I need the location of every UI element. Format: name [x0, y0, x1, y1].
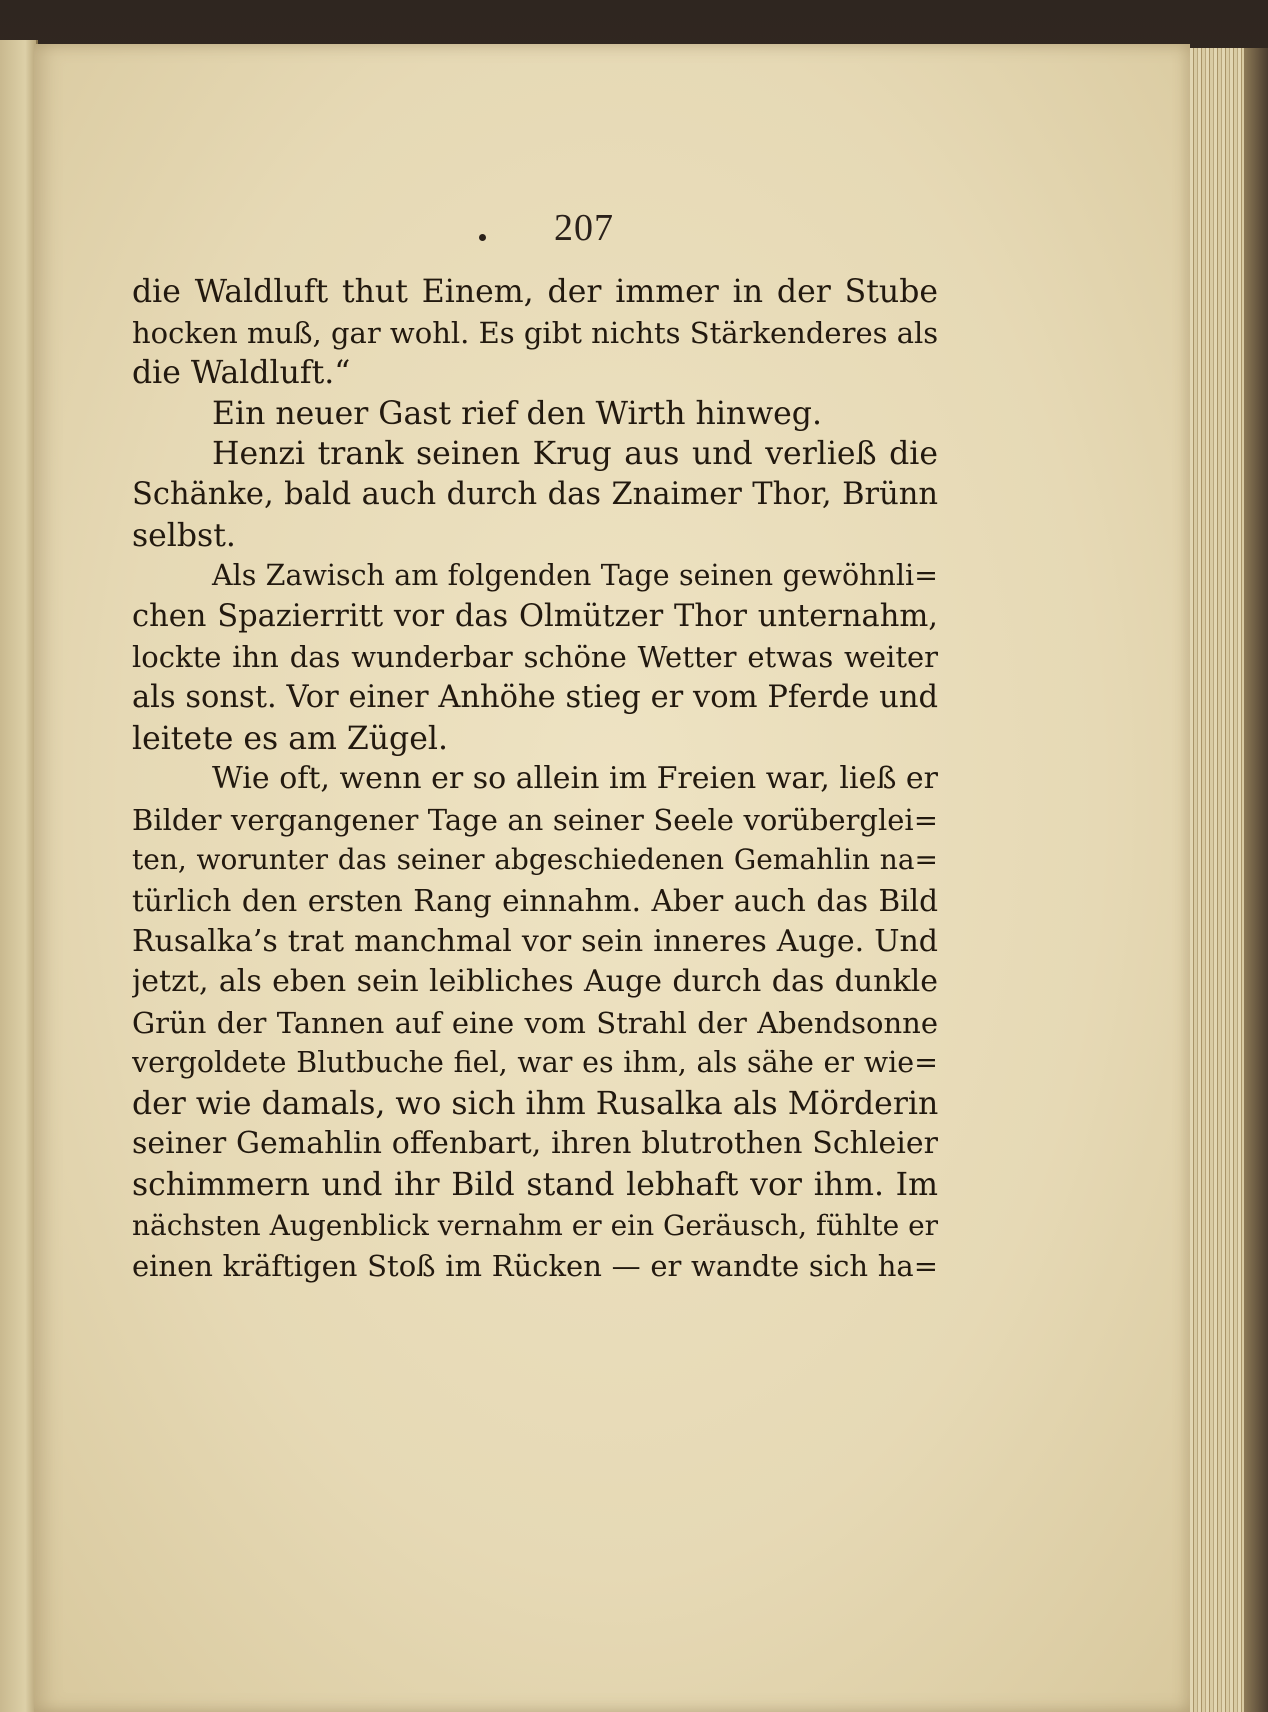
text-line: der wie damals, wo sich ihm Rusalka als Mörderin	[132, 1085, 938, 1122]
text-line: türlich den ersten Rang einnahm. Aber auch das Bild	[132, 883, 938, 918]
text-line: selbst.	[132, 517, 236, 554]
page-number: 207	[554, 207, 614, 249]
page-stack-edges	[1186, 48, 1268, 1712]
text-line: chen Spazierritt vor das Olmützer Thor unternahm,	[132, 598, 938, 634]
text-line: Wie oft, wenn er so allein im Freien war, ließ er	[212, 761, 938, 797]
left-page-edge	[0, 40, 38, 1712]
page-number-container	[34, 206, 1134, 250]
text-line: ten, worunter das seiner abgeschiedenen Gemahlin na=	[132, 843, 938, 877]
text-line: leitete es am Zügel.	[132, 720, 448, 757]
text-line: Bilder vergangener Tage an seiner Seele vorüberglei=	[132, 802, 938, 837]
text-line: seiner Gemahlin offenbart, ihren blutrothen Schleier	[132, 1126, 938, 1162]
text-line: die Waldluft.“	[132, 355, 351, 392]
page-text	[132, 272, 938, 1287]
text-line: Henzi trank seinen Krug aus und verließ die	[212, 436, 938, 473]
text-line: vergoldete Blutbuche fiel, war es ihm, als sähe er wie=	[132, 1046, 938, 1080]
text-line: Rusalka’s trat manchmal vor sein inneres Auge. Und	[132, 923, 938, 959]
text-line: hocken muß, gar wohl. Es gibt nichts Stärkenderes als	[132, 315, 938, 350]
text-line: einen kräftigen Stoß im Rücken — er wandte sich ha=	[132, 1249, 938, 1284]
text-line: als sonst. Vor einer Anhöhe stieg er vom Pferde und	[132, 679, 938, 715]
text-line: schimmern und ihr Bild stand lebhaft vor ihm. Im	[132, 1167, 938, 1204]
text-line: Grün der Tannen auf eine vom Strahl der Abendsonne	[132, 1005, 938, 1040]
book-page	[34, 44, 1190, 1712]
text-line: lockte ihn das wunderbar schöne Wetter etwas weiter	[132, 640, 938, 675]
ornament-dot	[479, 234, 486, 241]
text-line: jetzt, als eben sein leibliches Auge durch das dunkle	[132, 964, 938, 1000]
text-line: Als Zawisch am folgenden Tage seinen gewöhnli=	[212, 559, 938, 593]
text-line: nächsten Augenblick vernahm er ein Geräusch, fühlte er	[132, 1208, 938, 1242]
text-line: Schänke, bald auch durch das Znaimer Thor, Brünn	[132, 476, 938, 512]
text-line: die Waldluft thut Einem, der immer in der Stube	[132, 274, 938, 310]
text-line: Ein neuer Gast rief den Wirth hinweg.	[212, 395, 822, 432]
